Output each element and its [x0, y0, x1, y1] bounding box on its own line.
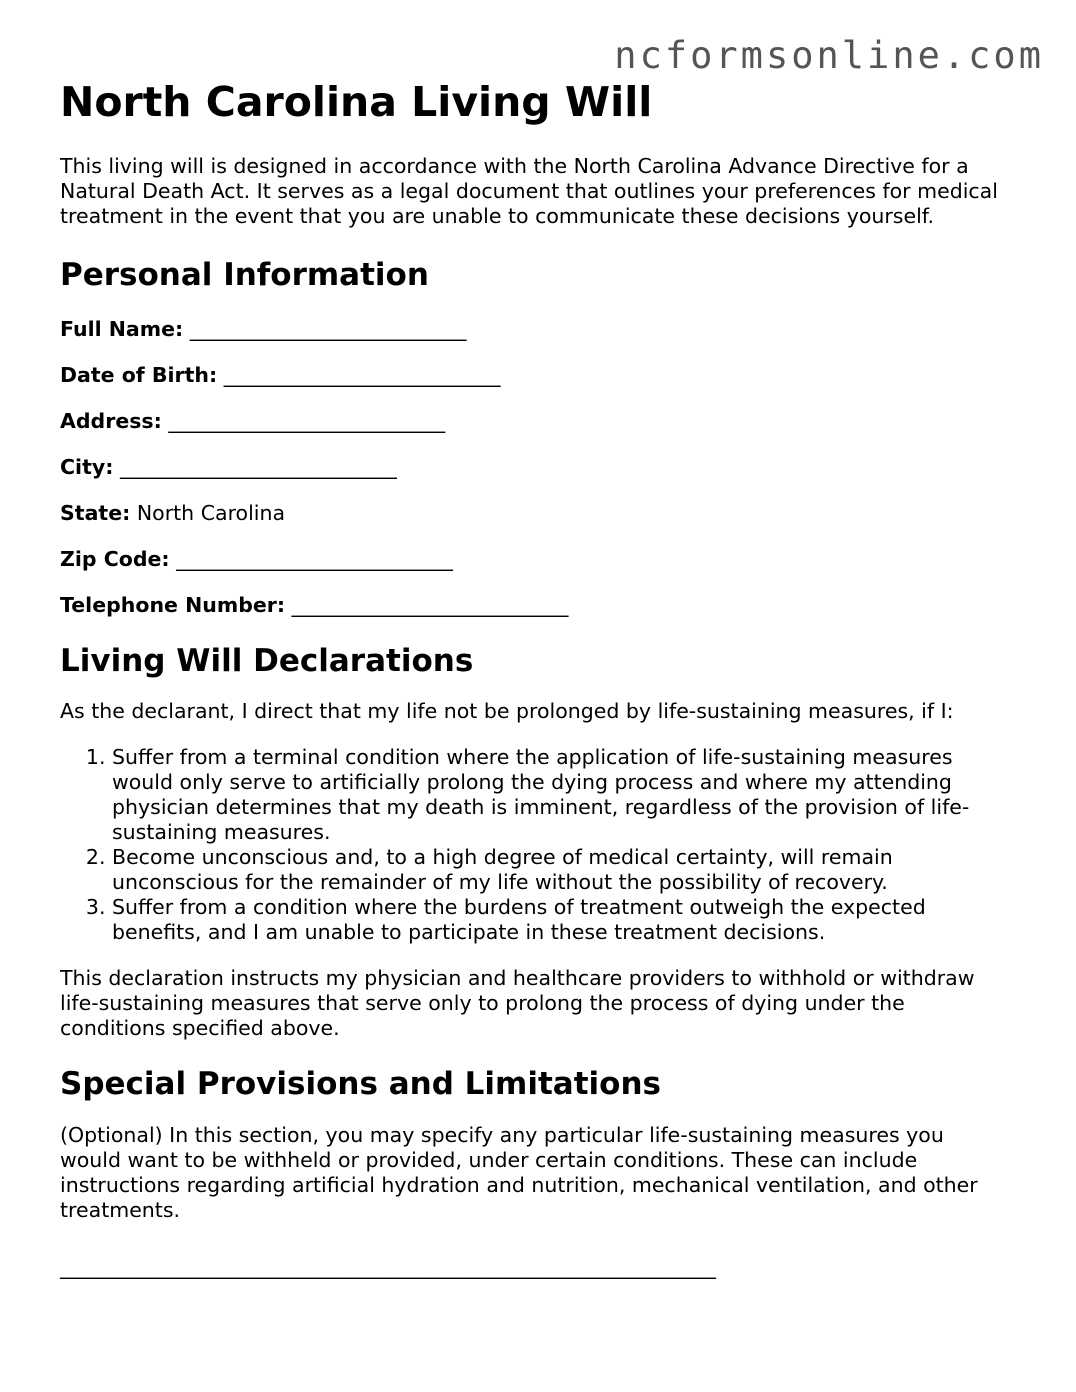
date-of-birth-field[interactable] [60, 363, 1010, 409]
field-value: ___________________________ [119, 455, 397, 479]
personal-information-fields [60, 317, 1010, 639]
list-item: 1. Suffer from a terminal condition where the application of life-sustaining measures would only serve to artificially prolong the dying process and where my attending physician determines that my death is imminent, regardless of the provision of life-sustaining measures. [112, 745, 1010, 845]
list-item: 2. Become unconscious and, to a high degree of medical certainty, will remain unconscious for the remainder of my life without the possibility of recovery. [112, 845, 1010, 895]
special-provisions-text: (Optional) In this section, you may specify any particular life-sustaining measures you would want to be withheld or provided, under certain conditions. These can include instructions regarding artificial hydration and nutrition, mechanical ventilation, and other treatments. [60, 1123, 978, 1222]
field-label: State: [60, 501, 131, 525]
city-field[interactable] [60, 455, 1010, 501]
page-title: North Carolina Living Will [60, 78, 653, 126]
intro-paragraph: This living will is designed in accordance with the North Carolina Advance Directive for a Natural Death Act. It serves as a legal document that outlines your preferences for medical treatment in the event that you are unable to communicate these decisions yourself. [60, 154, 998, 228]
field-value: ___________________________ [291, 593, 569, 617]
site-watermark: ncformsonline.com [614, 34, 1044, 77]
declarations-intro: As the declarant, I direct that my life not be prolonged by life-sustaining measures, if I: [60, 699, 954, 723]
field-label: Address: [60, 409, 162, 433]
declarations-outro: This declaration instructs my physician and healthcare providers to withhold or withdraw life-sustaining measures that serve only to prolong the process of dying under the conditions specified above. [60, 966, 975, 1040]
state-field [60, 501, 1010, 547]
field-value: North Carolina [136, 501, 286, 525]
personal-information-heading: Personal Information [60, 257, 429, 293]
special-provisions-heading: Special Provisions and Limitations [60, 1066, 661, 1102]
field-value: ___________________________ [168, 409, 446, 433]
field-value: ___________________________ [223, 363, 501, 387]
address-field[interactable] [60, 409, 1010, 455]
field-value: ___________________________ [176, 547, 453, 571]
field-value: ___________________________ [189, 317, 467, 341]
list-item: 3. Suffer from a condition where the burdens of treatment outweigh the expected benefits, and I am unable to participate in these treatment decisions. [112, 895, 1010, 945]
living-will-declarations-heading: Living Will Declarations [60, 643, 474, 679]
full-name-field[interactable] [60, 317, 1010, 363]
zip-code-field[interactable] [60, 547, 1010, 593]
field-label: City: [60, 455, 114, 479]
declarations-list [60, 745, 1010, 945]
special-provisions-entry-line[interactable]: ________________________________________________________________ [60, 1255, 716, 1279]
document-page [60, 76, 1010, 1280]
telephone-number-field[interactable] [60, 593, 1010, 639]
field-label: Telephone Number: [60, 593, 286, 617]
field-label: Full Name: [60, 317, 184, 341]
field-label: Date of Birth: [60, 363, 218, 387]
field-label: Zip Code: [60, 547, 170, 571]
